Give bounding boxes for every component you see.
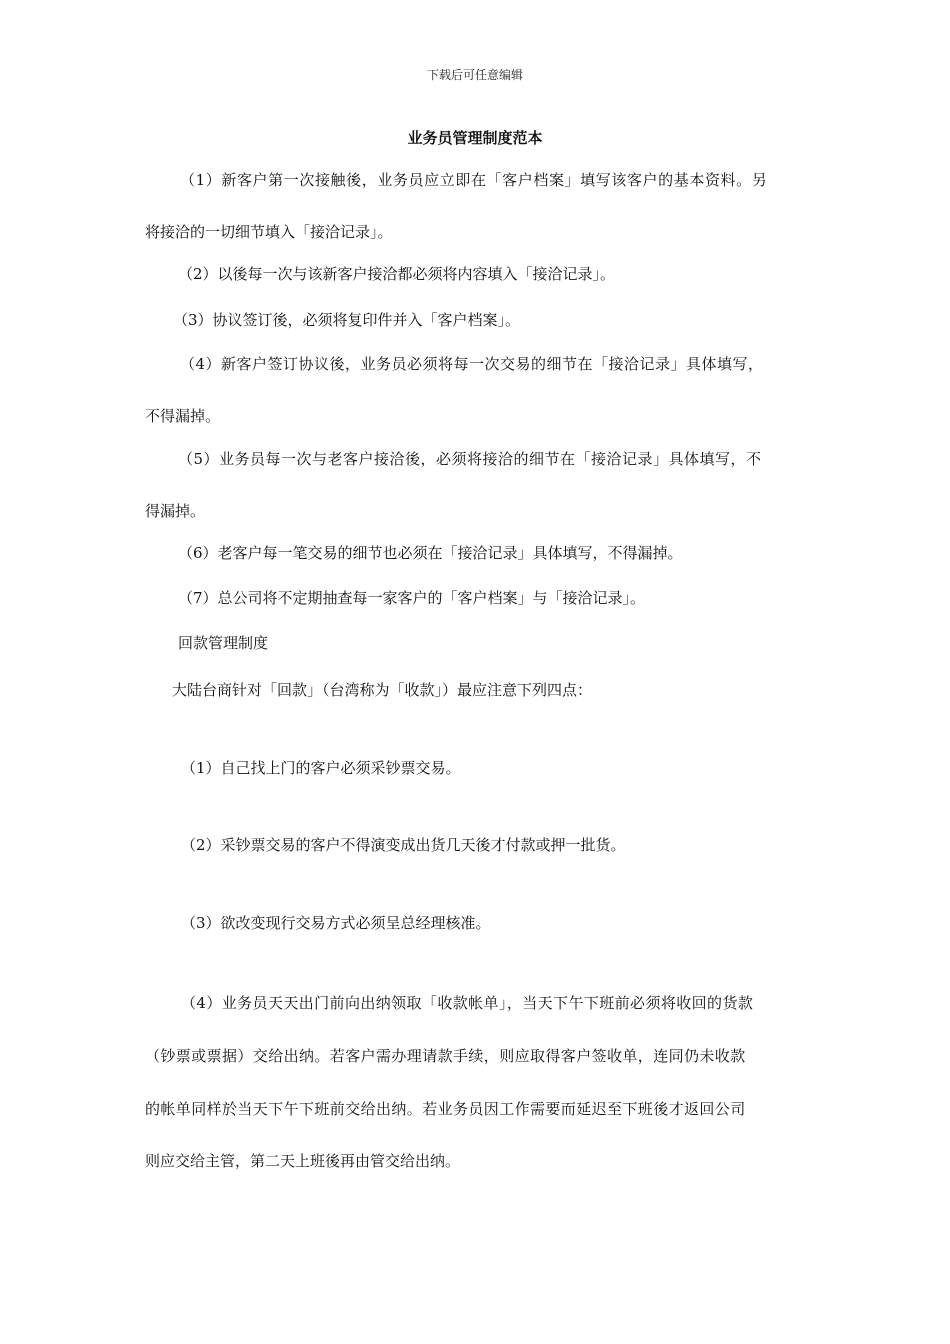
paragraph-2: （2）以後每一次与该新客户接洽都必须将内容填入「接洽记录」。 bbox=[178, 265, 616, 283]
paragraph-7: （7）总公司将不定期抽查每一家客户的「客户档案」与「接洽记录」。 bbox=[178, 589, 646, 607]
payment-item-4-line-1: （4）业务员天天出门前向出纳领取「收款帐单」，当天下午下班前必须将收回的货款 bbox=[181, 994, 754, 1012]
paragraph-4-line-2: 不得漏掉。 bbox=[145, 407, 221, 425]
paragraph-5-line-2: 得漏掉。 bbox=[145, 502, 206, 520]
payment-item-4-line-3: 的帐单同样於当天下午下班前交给出纳。若业务员因工作需要而延迟至下班後才返回公司 bbox=[145, 1100, 746, 1118]
payment-item-4-line-4: 则应交给主管，第二天上班後再由管交给出纳。 bbox=[145, 1152, 461, 1170]
header-note: 下载后可任意编辑 bbox=[426, 68, 523, 82]
paragraph-1-line-2: 将接洽的一切细节填入「接洽记录」。 bbox=[145, 223, 393, 241]
payment-item-3: （3）欲改变现行交易方式必须呈总经理核准。 bbox=[181, 914, 491, 932]
paragraph-4-line-1: （4）新客户签订协议後，业务员必须将每一次交易的细节在「接洽记录」具体填写， bbox=[180, 355, 764, 373]
payment-intro: 大陆台商针对「回款」（台湾称为「收款」）最应注意下列四点： bbox=[172, 681, 593, 699]
paragraph-6: （6）老客户每一笔交易的细节也必须在「接洽记录」具体填写，不得漏掉。 bbox=[178, 544, 683, 562]
paragraph-3: （3）协议签订後，必须将复印件并入「客户档案」。 bbox=[173, 311, 521, 329]
paragraph-5-line-1: （5）业务员每一次与老客户接洽後，必须将接洽的细节在「接洽记录」具体填写，不 bbox=[178, 450, 762, 468]
payment-item-2: （2）采钞票交易的客户不得演变成出货几天後才付款或押一批货。 bbox=[181, 836, 626, 854]
payment-item-4-line-2: （钞票或票据）交给出纳。若客户需办理请款手续，则应取得客户签收单，连同仍未收款 bbox=[145, 1047, 746, 1065]
payment-item-1: （1）自己找上门的客户必须采钞票交易。 bbox=[181, 759, 461, 777]
document-title: 业务员管理制度范本 bbox=[407, 129, 543, 147]
section-heading-payment: 回款管理制度 bbox=[178, 634, 269, 652]
paragraph-1-line-1: （1）新客户第一次接触後，业务员应立即在「客户档案」填写该客户的基本资料。另 bbox=[180, 171, 768, 189]
